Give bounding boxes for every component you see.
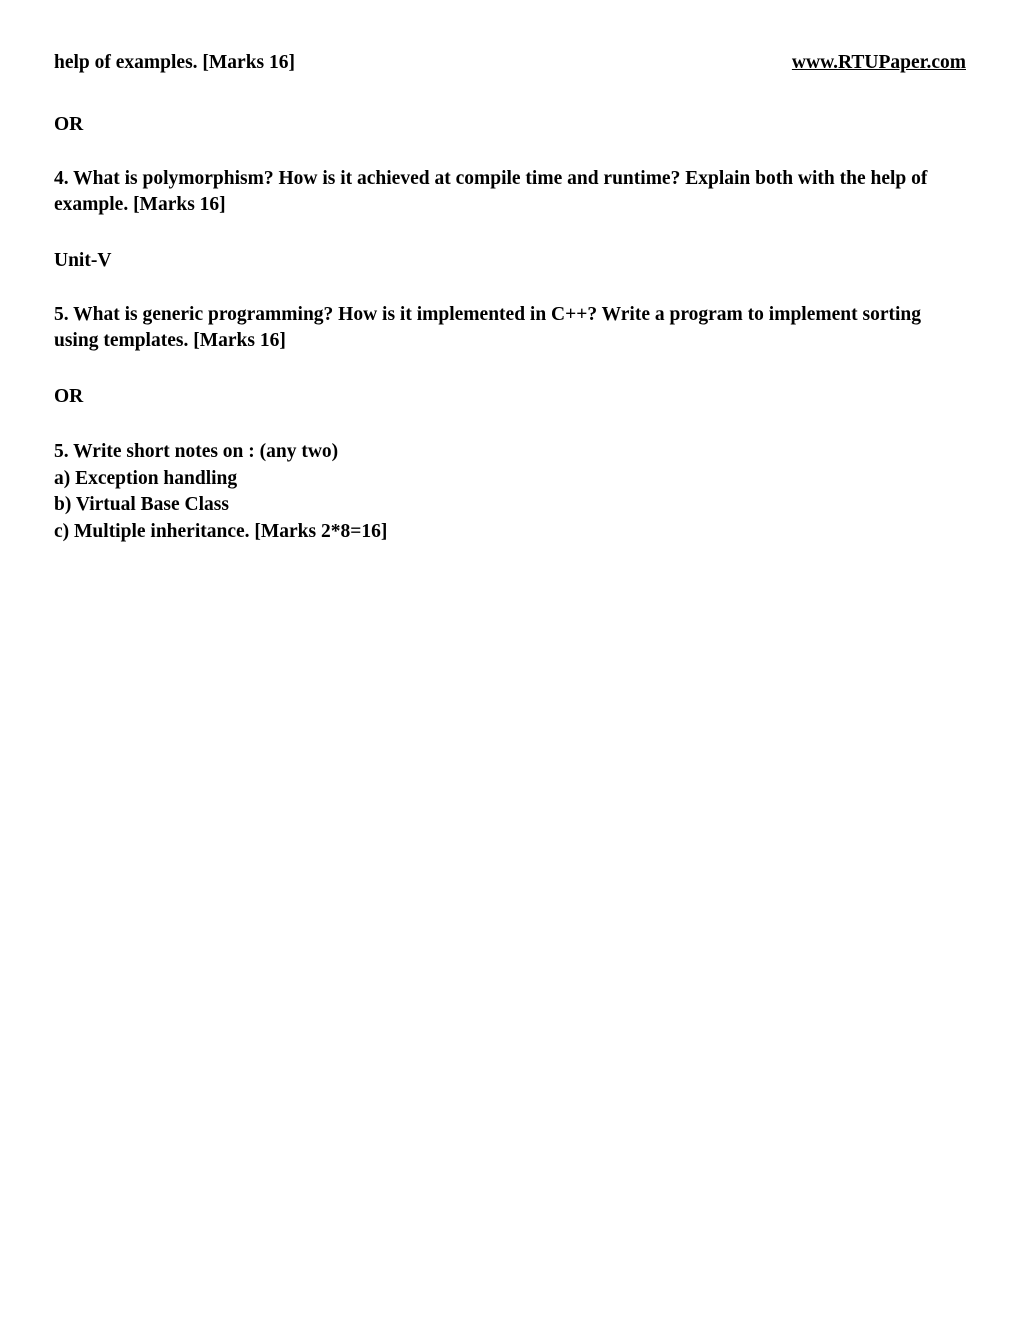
or-separator-1: OR bbox=[54, 114, 84, 135]
unit-heading: Unit-V bbox=[54, 250, 112, 271]
short-notes-item-a: a) Exception handling bbox=[54, 467, 238, 489]
rtupaper-watermark-link[interactable]: www.RTUPaper.com bbox=[791, 52, 966, 73]
short-notes-item-c: c) Multiple inheritance. [Marks 2*8=16] bbox=[54, 520, 388, 542]
short-notes-item-b: b) Virtual Base Class bbox=[54, 494, 229, 515]
question-4: 4. What is polymorphism? How is it achieved at compile time and runtime? Explain both with the help of example. [Marks 16] bbox=[54, 168, 928, 215]
short-notes-intro: 5. Write short notes on : (any two) bbox=[54, 441, 339, 462]
page-header bbox=[54, 52, 966, 82]
continued-question-text: help of examples. [Marks 16] bbox=[54, 52, 296, 73]
or-separator-2: OR bbox=[54, 386, 84, 407]
document-content bbox=[54, 52, 966, 545]
question-5-option-b bbox=[54, 439, 966, 545]
question-5-option-a: 5. What is generic programming? How is it implemented in C++? Write a program to implement sorting using templates. [Marks 16] bbox=[54, 304, 921, 351]
